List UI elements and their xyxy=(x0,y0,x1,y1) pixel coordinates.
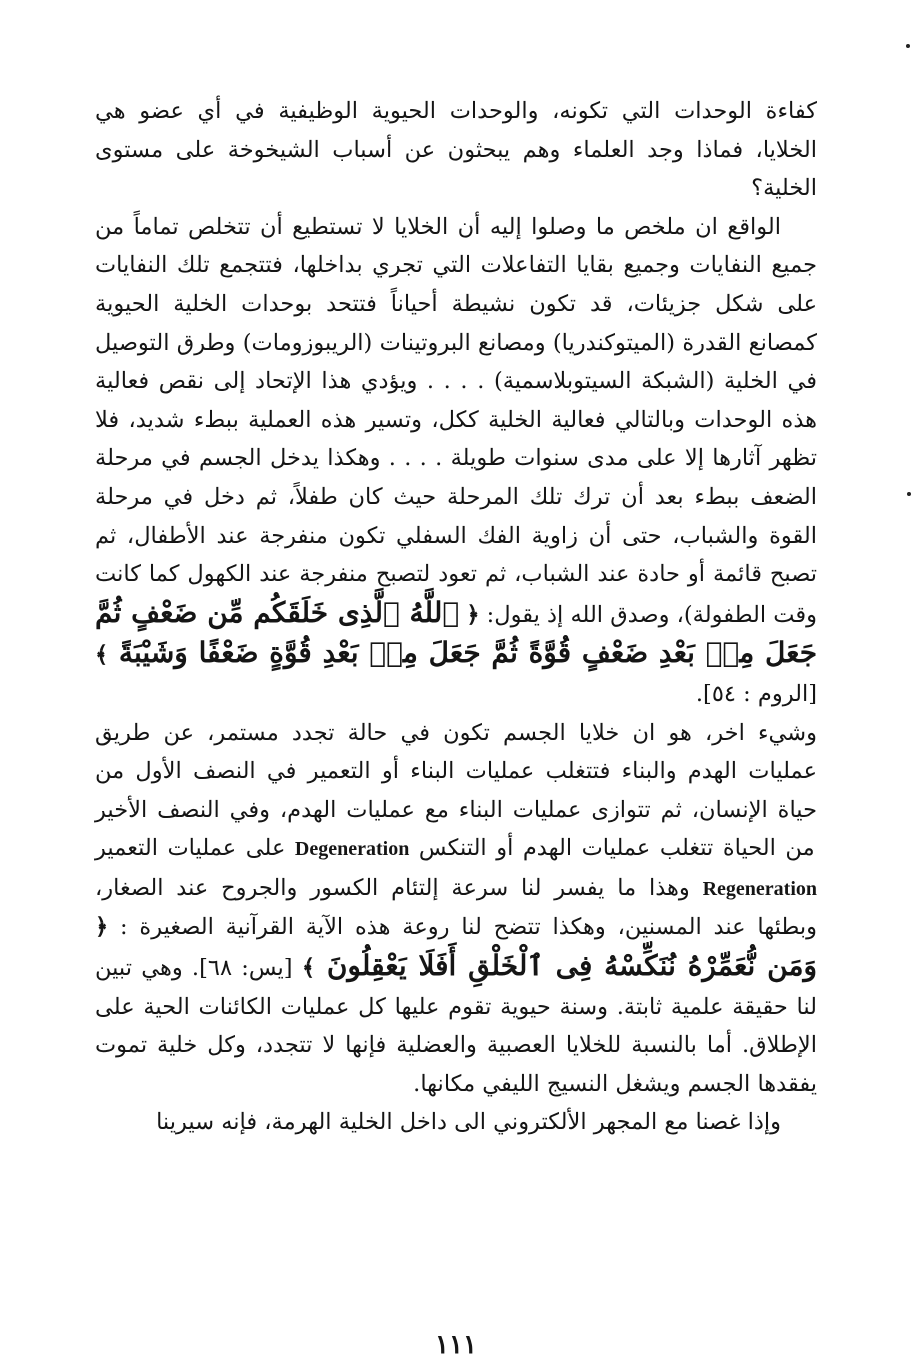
scan-speck xyxy=(906,44,910,48)
paragraph-1 xyxy=(95,92,817,208)
verse-reference: [الروم : ٥٤]. xyxy=(695,680,817,707)
page-number: ١١١ xyxy=(435,1330,477,1360)
quran-verse-ar-rum: ٱللَّهُ ٱلَّذِى خَلَقَكُم مِّن ضَعْفٍ ثُمَّ جَعَلَ مِنۢ بَعْدِ ضَعْفٍ قُوَّةً ثُمَّ جَعَلَ مِنۢ بَعْدِ قُوَّةٍ ضَعْفًا وَشَيْبَةً xyxy=(95,595,817,670)
text-segment: على عمليات التعمير xyxy=(95,835,286,862)
quran-verse-yasin: وَمَن نُّعَمِّرْهُ نُنَكِّسْهُ فِى ٱلْخَلْقِ أَفَلَا يَعْقِلُونَ xyxy=(315,949,817,983)
quran-open-bracket: ﴿ xyxy=(95,914,109,941)
text-segment: كفاءة الوحدات التي تكونه، والوحدات الحيوية الوظيفية في أي عضو هي الخلايا، فماذا وجد العلماء وهم يبحثون عن أسباب الشيخوخة على مستوى الخلية؟ xyxy=(95,98,817,202)
scan-speck xyxy=(907,492,911,496)
quran-close-bracket: ﴾ xyxy=(301,955,316,982)
paragraph-2 xyxy=(95,208,817,714)
text-segment: وشيء اخر، هو ان خلايا الجسم تكون في حالة تجدد مستمر، عن طريق عمليات الهدم والبناء فتتغلب عمليات البناء أو التعمير في النصف الأول من حياة الإنسان، ثم تتوازى عمليات البناء مع عمليات الهدم، وفي النصف الأخير من الحياة تتغلب عمليات الهدم أو التنكس xyxy=(95,719,817,862)
text-segment: وهذا ما يفسر لنا سرعة إلتئام الكسور والجروح عند الصغار، وبطئها عند المسنين، وهكذا تتضح لنا روعة هذه الآية القرآنية الصغيرة : xyxy=(95,874,817,941)
term-regeneration: Regeneration xyxy=(702,877,817,900)
body-text xyxy=(95,92,817,1142)
paragraph-3 xyxy=(95,714,817,1104)
quran-close-bracket: ﴾ xyxy=(95,642,109,669)
text-segment: وإذا غصنا مع المجهر الألكتروني الى داخل الخلية الهرمة، فإنه سيرينا xyxy=(156,1109,781,1136)
book-page xyxy=(95,92,818,1360)
text-segment: الواقع ان ملخص ما وصلوا إليه أن الخلايا لا تستطيع أن تتخلص تماماً من جميع النفايات وجميع بقايا التفاعلات التي تجري بداخلها، فتتجمع تلك النفايات على شكل جزيئات، قد تكون نشيطة أحياناً فتتحد بوحدات الخلية الحيوية كمصانع القدرة (الميتوكندريا) ومصانع البروتينات (الريبوزومات) وطرق التوصيل في الخلية (الشبكة السيتوبلاسمية) . . . . ويؤدي هذا الإتحاد إلى نقص فعالية هذه الوحدات وبالتالي فعالية الخلية ككل، وتسير هذه العملية ببطء شديد، فلا تظهر آثارها إلا على مدى سنوات طويلة . . . . وهكذا يدخل الجسم في مرحلة الضعف ببطء بعد أن ترك تلك المرحلة حيث كان طفلاً، ثم دخل في مرحلة القوة والشباب، حتى أن زاوية الفك السفلي تكون منفرجة عند الأطفال، ثم تصبح قائمة أو حادة عند الشباب، ثم تعود لتصبح منفرجة عند الكهول كما كانت وقت الطفولة)، وصدق الله إذ يقول: xyxy=(95,213,818,628)
quran-open-bracket: ﴿ xyxy=(466,601,480,628)
paragraph-4 xyxy=(95,1103,817,1142)
term-degeneration: Degeneration xyxy=(294,838,410,861)
text-segment: [يس: ٦٨]. وهي تبين لنا حقيقة علمية ثابتة. وسنة حيوية تقوم عليها كل عمليات الكائنات الحية على الإطلاق. أما بالنسبة للخلايا العصبية والعضلية فإنها لا تتجدد، وكل خلية تموت يفقدها الجسم ويشغل النسيج الليفي مكانها. xyxy=(95,955,817,1097)
